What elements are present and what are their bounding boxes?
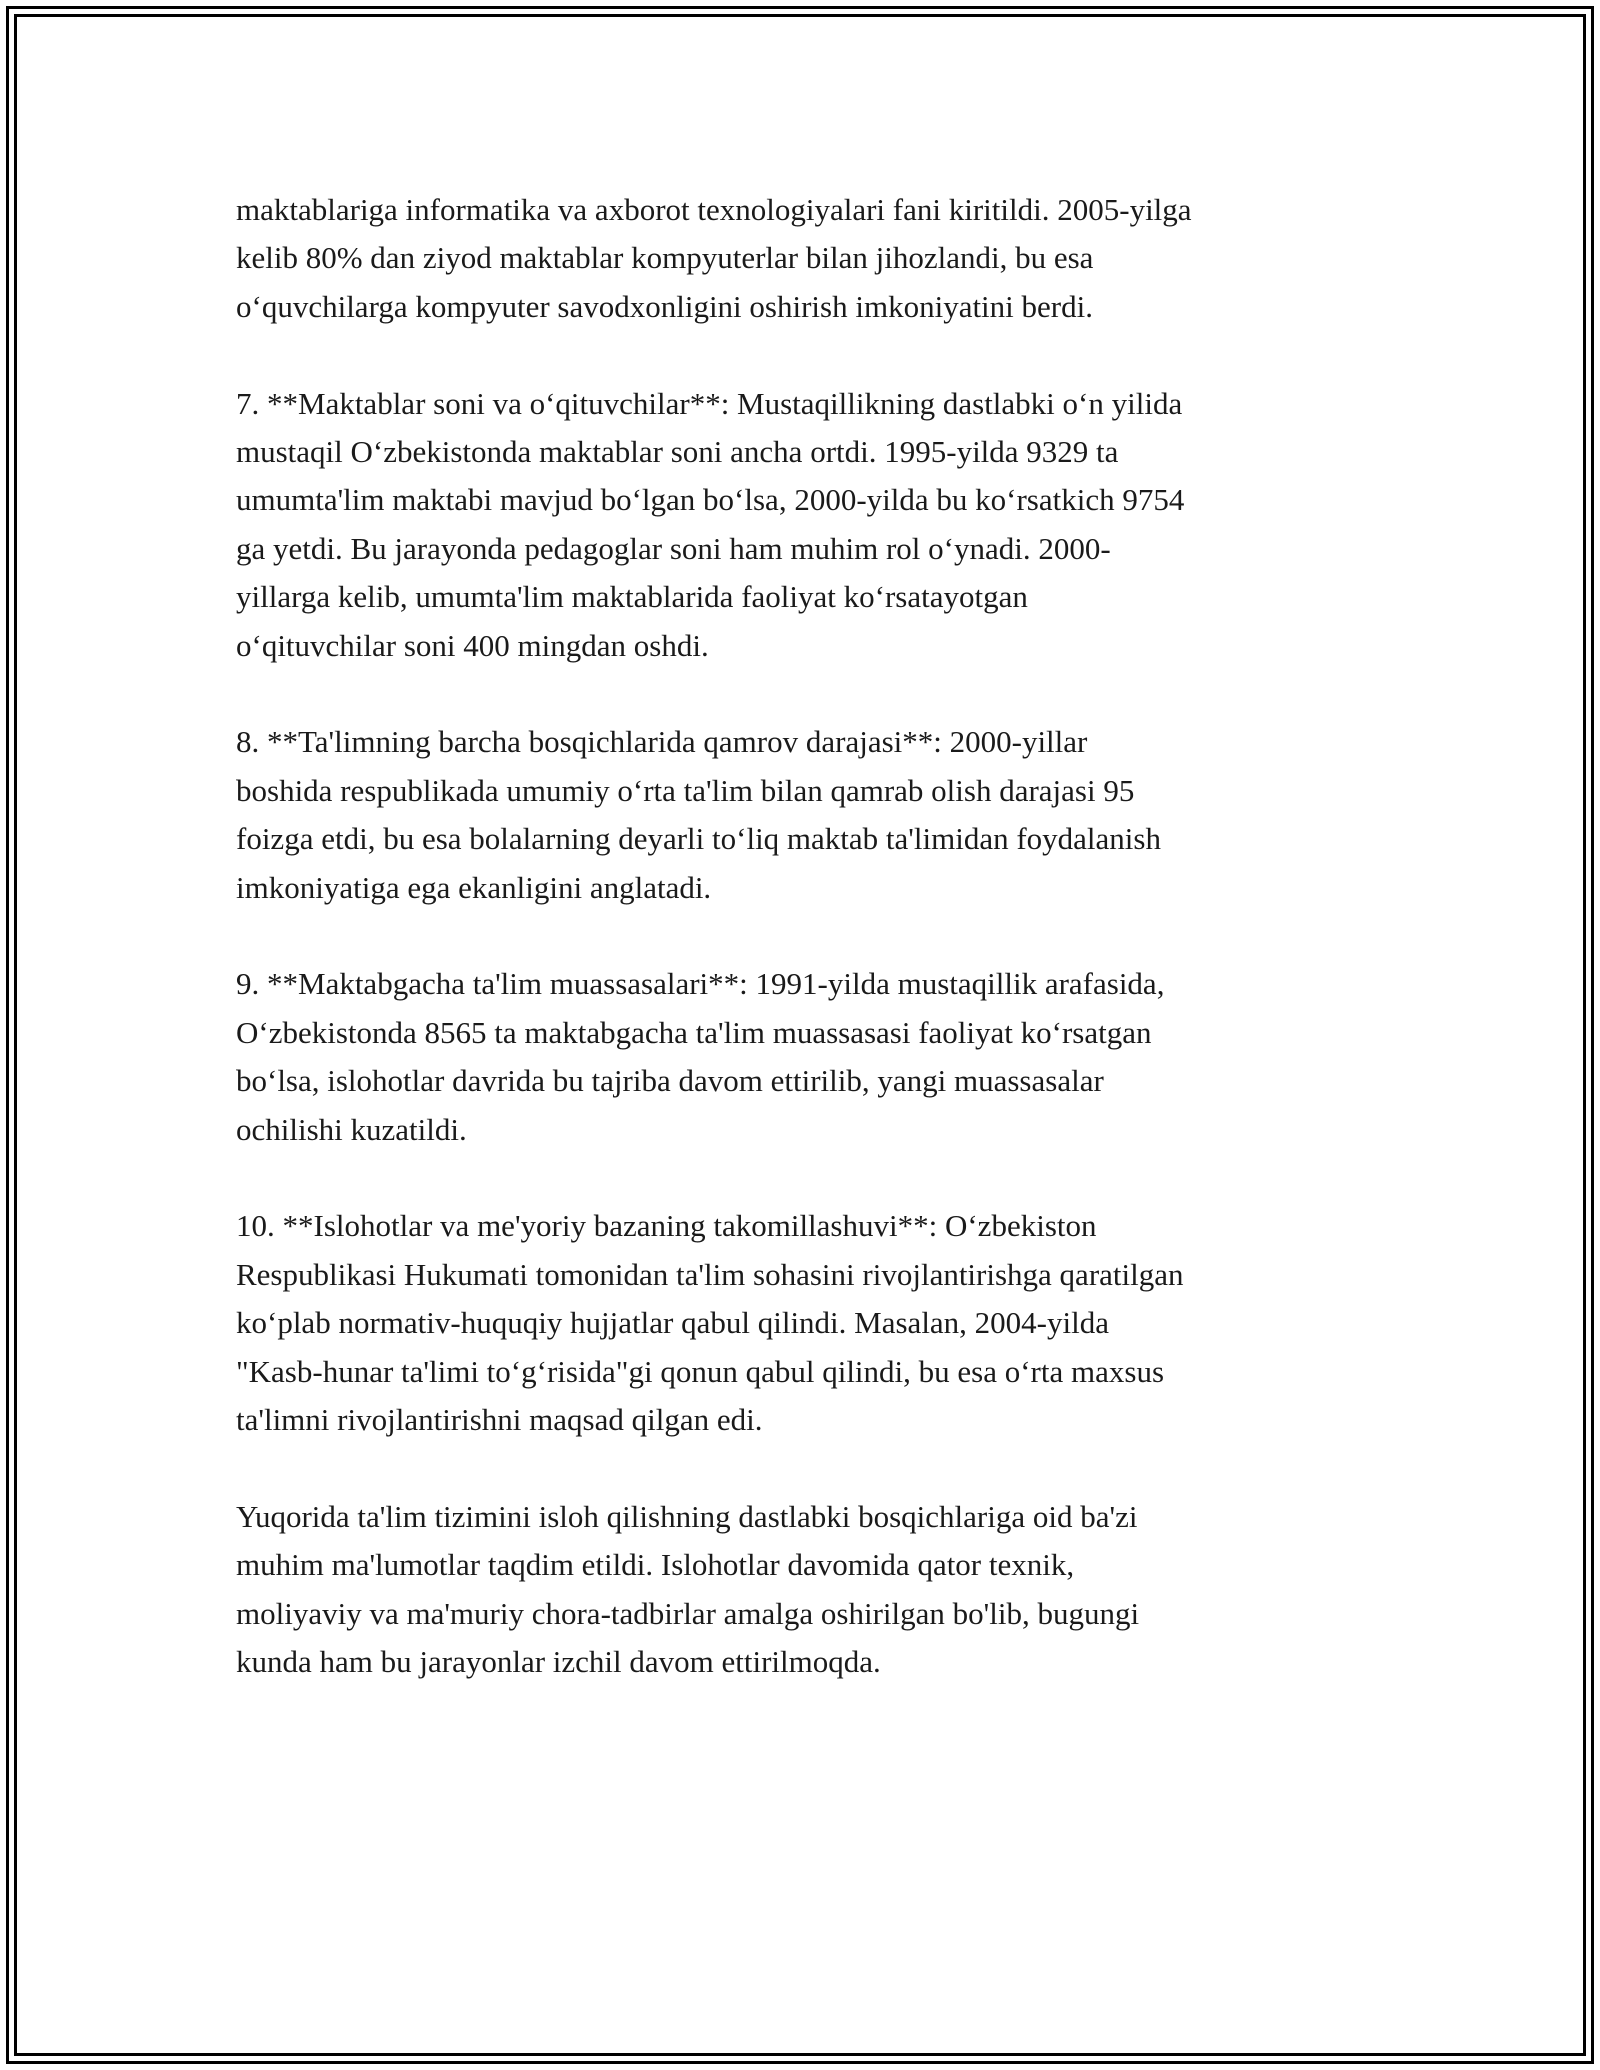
paragraph-reforms-regulations: 10. **Islohotlar va me'yoriy bazaning takomillashuvi**: Oʻzbekiston Respublikasi Hukumati tomonidan ta'lim sohasini rivojlantirishga qaratilgan koʻplab normativ-huquqiy hujjatlar qabul qilindi. Masalan, 2004-yilda "Kasb-hunar ta'limi toʻgʻrisida"gi qonun qabul qilindi, bu esa oʻrta maxsus ta'limni rivojlantirishni maqsad qilgan edi.	[236, 1208, 1184, 1438]
paragraph-coverage-level: 8. **Ta'limning barcha bosqichlarida qamrov darajasi**: 2000-yillar boshida respublikada umumiy oʻrta ta'lim bilan qamrab olish darajasi 95 foizga etdi, bu esa bolalarning deyarli toʻliq maktab ta'limidan foydalanish imkoniyatiga ega ekanligini anglatadi.	[236, 724, 1161, 905]
paragraph-informatics: maktablariga informatika va axborot texnologiyalari fani kiritildi. 2005-yilga kelib 80% dan ziyod maktablar kompyuterlar bilan jihozlandi, bu esa oʻquvchilarga kompyuter savodxonligini oshirish imkoniyatini berdi.	[236, 192, 1192, 324]
document-body	[236, 186, 1396, 1735]
paragraph-conclusion: Yuqorida ta'lim tizimini isloh qilishning dastlabki bosqichlariga oid ba'zi muhim ma'lumotlar taqdim etildi. Islohotlar davomida qator texnik, moliyaviy va ma'muriy chora-tadbirlar amalga oshirilgan bo'lib, bugungi kunda ham bu jarayonlar izchil davom ettirilmoqda.	[236, 1498, 1140, 1680]
paragraph-preschool-institutions: 9. **Maktabgacha ta'lim muassasalari**: 1991-yilda mustaqillik arafasida, Oʻzbekistonda 8565 ta maktabgacha ta'lim muassasasi faoliyat koʻrsatgan boʻlsa, islohotlar davrida bu tajriba davom ettirilib, yangi muassasalar ochilishi kuzatildi.	[236, 966, 1165, 1147]
paragraph-schools-and-teachers: 7. **Maktablar soni va oʻqituvchilar**: Mustaqillikning dastlabki oʻn yilida mustaqil Oʻzbekistonda maktablar soni ancha ortdi. 1995-yilda 9329 ta umumta'lim maktabi mavjud boʻlgan boʻlsa, 2000-yilda bu koʻrsatkich 9754 ga yetdi. Bu jarayonda pedagoglar soni ham muhim rol oʻynadi. 2000- yillarga kelib, umumta'lim maktablarida faoliyat koʻrsatayotgan oʻqituvchilar soni 400 mingdan oshdi.	[236, 385, 1185, 663]
